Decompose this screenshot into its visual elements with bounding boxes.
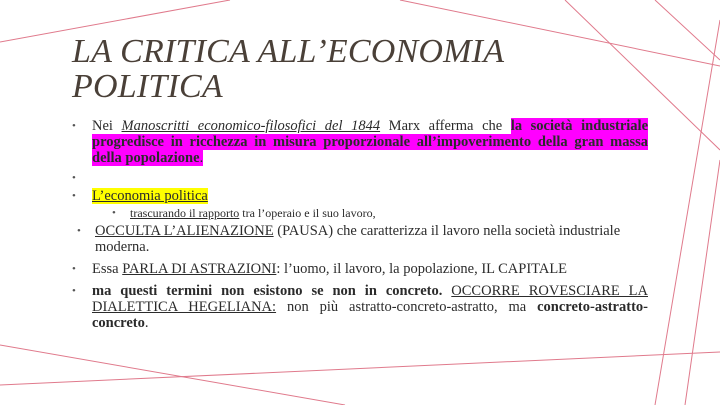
b3-text-b: PARLA DI ASTRAZIONI [122,261,277,277]
sub-bullet-occulta [77,223,648,255]
b1-text-c: Marx afferma che [380,118,511,134]
b3-text-c: : l’uomo, il lavoro, la popolazione, IL CAPITALE [276,261,568,277]
b4-text-e: concreto-astratto-concreto [92,299,648,331]
b2-text: L’economia politica [92,188,208,204]
b4-text-b [442,283,451,299]
bullet-economia-politica [72,188,648,204]
s2-text-b: (PAUSA) che caratterizza il lavoro nella società industriale moderna. [95,223,621,255]
s2-text-a: OCCULTA L’ALIENAZIONE [95,223,274,239]
bullet-manoscritti [72,118,648,166]
b1-highlight: la società industriale progredisce in ricchezza in misura proporzionale all’impoverimento della gran massa della popolazione [92,118,649,166]
b3-text-a: Essa [92,261,123,277]
b4-text-c: OCCORRE ROVESCIARE LA DIALETTICA HEGELIANA: [92,283,648,315]
b1-text-a: Nei [92,118,122,134]
slide-title-line1: LA CRITICA ALL’ECONOMIA [72,33,505,70]
empty-sub-bullet [72,170,648,188]
slide-body [72,118,648,331]
b4-text-a: ma questi termini non esistono se non in concreto. [92,283,443,299]
deco-line [0,352,720,385]
bullet-astrazioni [72,261,648,277]
bullet-rovesciare [72,283,648,331]
b4-text-d: non più astratto-concreto-astratto, ma [276,299,538,315]
s1-text-b: tra l’operaio e il suo lavoro, [239,206,376,220]
s1-text-a: trascurando il rapporto [130,206,240,220]
slide-title-line2: POLITICA [72,68,223,105]
slide-title [72,34,672,104]
b1-text-e: . [199,150,204,166]
deco-line [0,345,345,405]
b1-book-title: Manoscritti economico-filosofici del 1844 [121,118,381,134]
sub-bullet-trascurando [112,206,648,220]
b4-text-f: . [144,315,149,331]
